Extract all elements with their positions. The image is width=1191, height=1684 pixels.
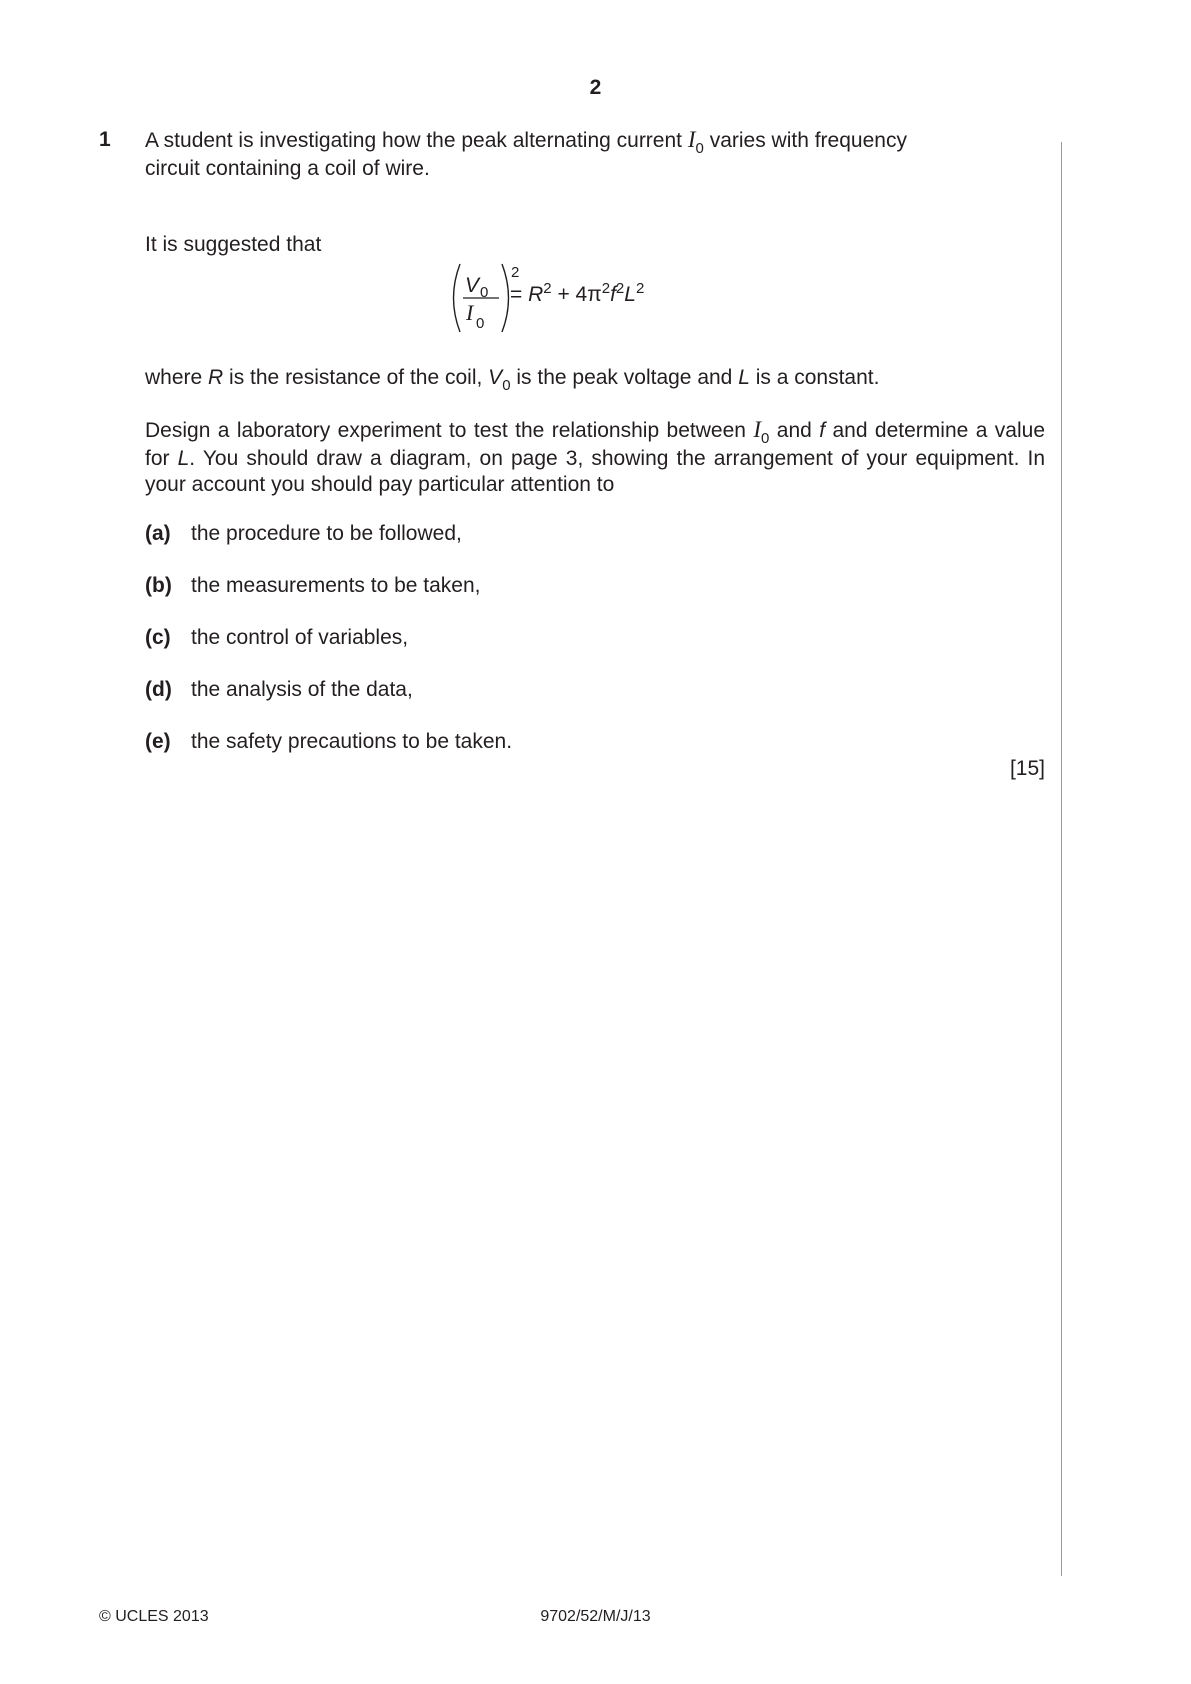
- left-paren: [454, 264, 461, 332]
- outer-power: 2: [511, 264, 520, 281]
- list-item: [145, 730, 512, 754]
- intro-text-b: varies with frequency: [703, 129, 907, 152]
- item-label: (b): [145, 574, 172, 597]
- where-t2: is the resistance of the coil,: [223, 366, 489, 389]
- design-f: f: [819, 419, 826, 442]
- eq-l: L: [624, 283, 636, 306]
- eq-pi-power: 2: [601, 280, 611, 297]
- where-t4: is a constant.: [749, 366, 880, 389]
- design-i: I: [753, 417, 762, 442]
- where-l: L: [738, 366, 750, 389]
- design-i-sub: 0: [761, 430, 770, 447]
- list-item: [145, 678, 413, 702]
- numerator-sub: 0: [480, 284, 489, 301]
- item-text: the procedure to be followed,: [191, 522, 462, 545]
- numerator-v: V: [465, 274, 480, 297]
- item-text: the safety precautions to be taken.: [191, 730, 513, 753]
- intro-symbol-i: I: [687, 127, 696, 152]
- eq-r-power: 2: [543, 280, 552, 297]
- item-label: (a): [145, 522, 171, 545]
- list-item: [145, 522, 462, 546]
- design-t3: and determine a value for: [145, 419, 1045, 470]
- suggested-text: It is suggested that: [145, 233, 322, 256]
- equals-sign: =: [510, 283, 529, 306]
- where-t3: is the peak voltage and: [510, 366, 739, 389]
- equation-rhs: [510, 280, 645, 307]
- denominator-i: I: [466, 300, 474, 325]
- intro-symbol-sub: 0: [695, 140, 704, 157]
- intro-line-2: circuit containing a coil of wire.: [145, 157, 430, 180]
- where-v: V: [488, 366, 503, 389]
- intro-text-a: A student is investigating how the peak alternating current: [145, 129, 688, 152]
- eq-r: R: [528, 283, 544, 306]
- design-t2: and: [769, 419, 820, 442]
- design-l: L: [177, 447, 190, 470]
- item-label: (d): [145, 678, 172, 701]
- item-label: (c): [145, 626, 171, 649]
- item-text: the measurements to be taken,: [191, 574, 481, 597]
- where-t1: where: [145, 366, 209, 389]
- footer-paper-code: 9702/52/M/J/13: [540, 1608, 651, 1625]
- design-paragraph: [145, 417, 1045, 498]
- denominator-sub: 0: [476, 315, 485, 332]
- where-r: R: [208, 366, 224, 389]
- margin-line: [1061, 142, 1062, 1576]
- item-text: the control of variables,: [191, 626, 409, 649]
- page-number: 2: [589, 76, 602, 99]
- footer-copyright: © UCLES 2013: [99, 1608, 209, 1625]
- item-label: (e): [145, 730, 171, 753]
- design-t4: . You should draw a diagram, on page 3, showing the arrangement of your equipment. In your account you should pay particular attention to: [145, 447, 1046, 496]
- where-v-sub: 0: [502, 377, 511, 394]
- eq-f-power: 2: [615, 280, 625, 297]
- design-t1: Design a laboratory experiment to test the relationship between: [145, 419, 754, 442]
- item-text: the analysis of the data,: [191, 678, 413, 701]
- list-item: [145, 574, 481, 598]
- eq-f: f: [610, 283, 616, 306]
- list-item: [145, 626, 408, 650]
- question-intro: [145, 127, 1045, 182]
- right-paren: [502, 264, 509, 332]
- marks-total: [15]: [1009, 757, 1045, 780]
- where-text: [145, 365, 1045, 393]
- question-number: 1: [99, 128, 111, 151]
- eq-plus-4pi: + 4π: [551, 283, 602, 306]
- eq-l-power: 2: [635, 280, 645, 297]
